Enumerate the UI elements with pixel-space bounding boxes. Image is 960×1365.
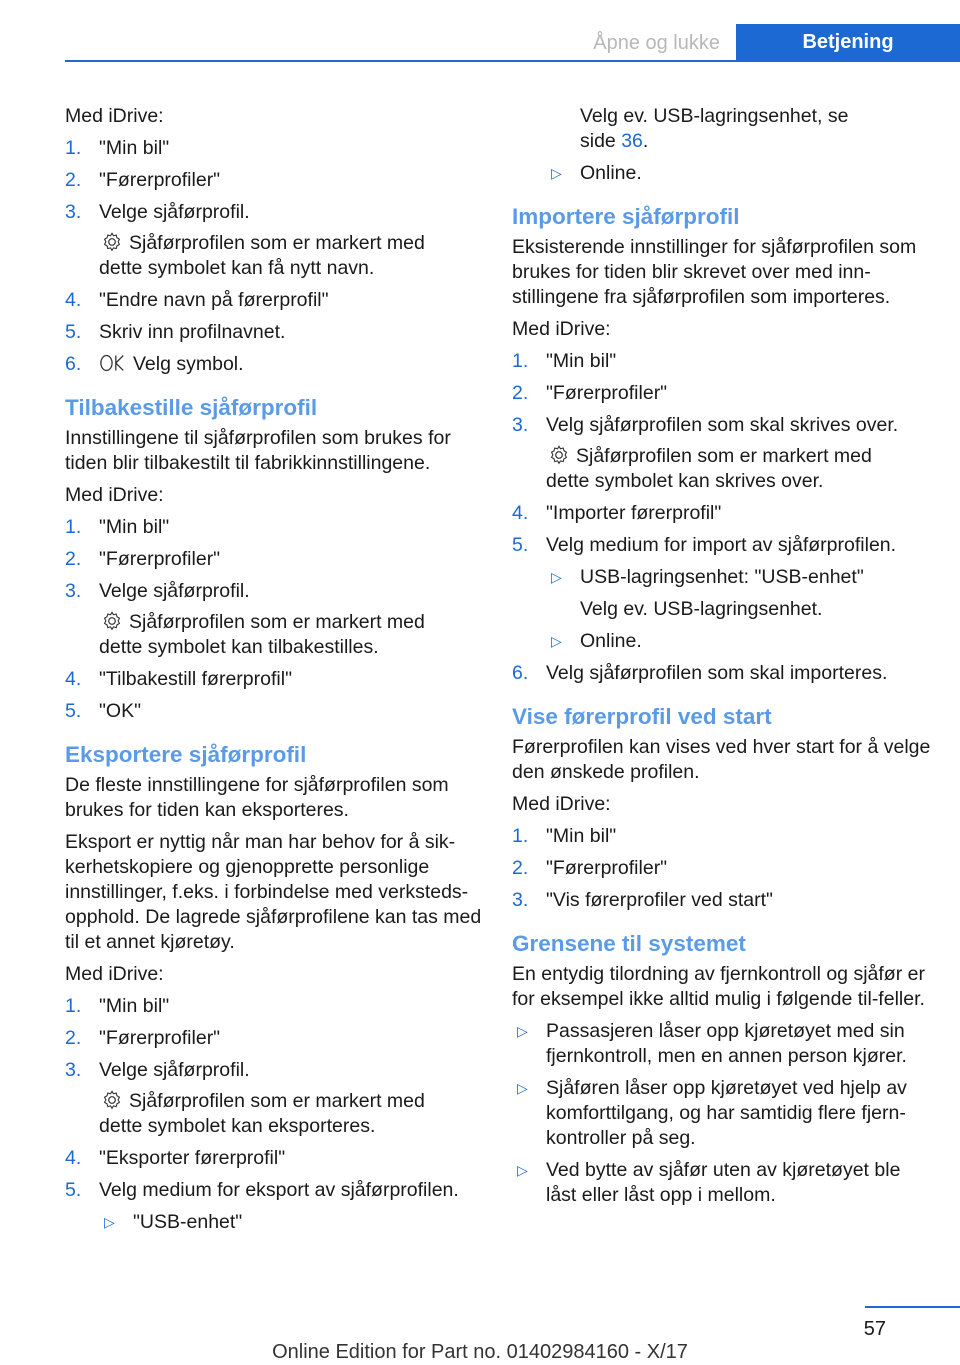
intro-text: Med iDrive: (512, 318, 611, 340)
list-note: Sjåførprofilen som er markert med dette symbolet kan eksporteres. (99, 1090, 425, 1137)
list-item: 5. Skriv inn profilnavnet. (65, 321, 286, 343)
intro-text: Med iDrive: (512, 793, 611, 815)
list-item: 3. Velge sjåførprofil. Sjåførprofilen som er markert med dette symbolet kan tilbakestilles. (65, 579, 483, 660)
list-item: 4. "Tilbakestill førerprofil" (65, 668, 292, 690)
bullet-item: ▷ Passasjeren låser opp kjøretøyet med sin fjernkontroll, men en annen person kjører. (517, 1020, 907, 1067)
triangle-bullet-icon: ▷ (551, 569, 562, 585)
triangle-bullet-icon: ▷ (517, 1080, 528, 1096)
paragraph: De fleste innstillingene for sjåførprofilen som brukes for tiden kan eksporteres. (65, 774, 449, 821)
list-item: 1. "Min bil" (512, 825, 617, 847)
import-steps (512, 349, 932, 686)
header-section: Åpne og lukke (593, 32, 720, 54)
reset-steps (65, 515, 483, 724)
ok-icon (99, 352, 127, 374)
list-item: 2. "Førerprofiler" (65, 169, 221, 191)
list-item: 5. Velg medium for import av sjåførprofilen. ▷ USB-lagringsenhet: "USB-enhet" Velg ev. USB-lagringsenhet. ▷ Online. (512, 533, 932, 654)
limits-list (512, 1019, 932, 1208)
gear-icon (548, 444, 570, 466)
paragraph: Innstillingene til sjåførprofilen som brukes for tiden blir tilbakestilt til fabrikkinnstillingene. (65, 427, 451, 474)
bullet-item: ▷ USB-lagringsenhet: "USB-enhet" Velg ev. USB-lagringsenhet. (551, 566, 864, 620)
list-note: Sjåførprofilen som er markert med dette symbolet kan skrives over. (546, 445, 872, 492)
header-rule (65, 60, 960, 62)
list-item: 6. Velg sjåførprofilen som skal importeres. (512, 662, 888, 684)
section-heading: Tilbakestille sjåførprofil (65, 395, 318, 420)
startup-steps (512, 824, 932, 913)
bullet-item: ▷ Sjåføren låser opp kjøretøyet ved hjelp av komforttilgang, og har samtidig flere fjern-kontroller på seg. (517, 1077, 907, 1149)
edition-text: Online Edition for Part no. 01402984160 - X/17 (272, 1341, 688, 1363)
intro-text: Med iDrive: (65, 963, 164, 985)
triangle-bullet-icon: ▷ (104, 1214, 115, 1230)
paragraph: Førerprofilen kan vises ved hver start for å velge den ønskede profilen. (512, 736, 931, 783)
triangle-bullet-icon: ▷ (551, 165, 562, 181)
gear-icon (101, 610, 123, 632)
section-heading: Importere sjåførprofil (512, 204, 740, 229)
section-heading: Vise førerprofil ved start (512, 704, 772, 729)
triangle-bullet-icon: ▷ (517, 1023, 528, 1039)
list-item: 5. "OK" (65, 700, 142, 722)
rename-steps (65, 136, 483, 377)
footer-rule (865, 1306, 960, 1308)
right-column (512, 104, 932, 1215)
section-heading: Grensene til systemet (512, 931, 746, 956)
list-item: 2. "Førerprofiler" (512, 382, 668, 404)
page-link[interactable]: 36 (621, 130, 643, 152)
section-heading: Eksportere sjåførprofil (65, 742, 307, 767)
gear-icon (101, 1089, 123, 1111)
paragraph: En entydig tilordning av fjernkontroll og sjåfør er for eksempel ikke alltid mulig i følgende til-feller. (512, 963, 925, 1010)
page-number: 57 (863, 1318, 886, 1340)
list-item: 2. "Førerprofiler" (65, 548, 221, 570)
list-item: 1. "Min bil" (65, 137, 170, 159)
header-tab: Betjening (736, 24, 960, 61)
triangle-bullet-icon: ▷ (517, 1162, 528, 1178)
list-item: 6. Velg symbol. (65, 353, 244, 375)
triangle-bullet-icon: ▷ (551, 633, 562, 649)
intro-text: Med iDrive: (65, 105, 164, 127)
list-item: 5. Velg medium for eksport av sjåførprofilen. ▷ "USB-enhet" (65, 1178, 483, 1235)
list-item: 2. "Førerprofiler" (65, 1027, 221, 1049)
export-steps (65, 994, 483, 1235)
list-note: Sjåførprofilen som er markert med dette symbolet kan få nytt navn. (99, 232, 425, 279)
continued-text: Velg ev. USB-lagringsenhet, se side 36. (580, 105, 849, 152)
paragraph: Eksisterende innstillinger for sjåførprofilen som brukes for tiden blir skrevet over med inn-stillingene fra sjåførprofilen som importeres. (512, 236, 917, 308)
bullet-item: ▷ "USB-enhet" (104, 1211, 243, 1233)
list-item: 1. "Min bil" (65, 995, 170, 1017)
bullet-item: ▷ Online. (551, 630, 642, 652)
list-item: 4. "Endre navn på førerprofil" (65, 289, 329, 311)
list-item: 4. "Importer førerprofil" (512, 502, 722, 524)
list-item: 1. "Min bil" (65, 516, 170, 538)
list-item: 3. "Vis førerprofiler ved start" (512, 889, 773, 911)
left-column (65, 104, 483, 1242)
bullet-item: ▷ Ved bytte av sjåfør uten av kjøretøyet ble låst eller låst opp i mellom. (517, 1159, 901, 1206)
list-item: 3. Velge sjåførprofil. Sjåførprofilen som er markert med dette symbolet kan eksporteres. (65, 1058, 483, 1139)
list-item: 4. "Eksporter førerprofil" (65, 1147, 286, 1169)
list-item: 3. Velge sjåførprofil. Sjåførprofilen som er markert med dette symbolet kan få nytt navn. (65, 200, 483, 281)
gear-icon (101, 231, 123, 253)
intro-text: Med iDrive: (65, 484, 164, 506)
bullet-item: ▷ Online. (551, 162, 642, 184)
list-note: Sjåførprofilen som er markert med dette symbolet kan tilbakestilles. (99, 611, 425, 658)
list-item: 2. "Førerprofiler" (512, 857, 668, 879)
list-item: 1. "Min bil" (512, 350, 617, 372)
paragraph: Eksport er nyttig når man har behov for å sik-kerhetskopiere og gjenopprette personlige innstillinger, f.eks. i forbindelse med verksteds-opphold. De lagrede sjåførprofilene kan tas med til et annet kjøretøy. (65, 831, 482, 953)
list-item: 3. Velg sjåførprofilen som skal skrives over. Sjåførprofilen som er markert med dette symbolet kan skrives over. (512, 413, 932, 494)
